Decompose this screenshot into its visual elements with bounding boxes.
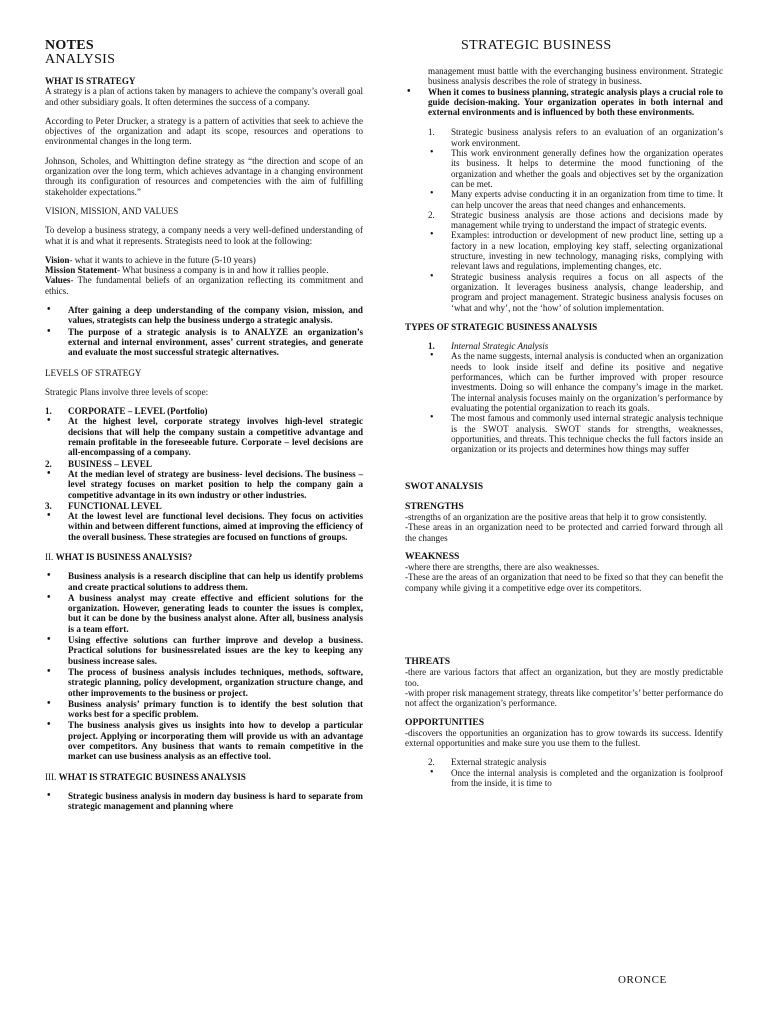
mission-line: [45, 265, 363, 275]
level-title-text: CORPORATE – LEVEL (Portfolio): [68, 406, 208, 417]
threats-heading: THREATS: [405, 656, 451, 668]
list-item: • At the highest level, corporate strategy involves high-level strategic decisions that will help the company sustain a competitive advantage and remain profitable in the foreseeable future. Corporate – level decisions are all-encompassing of a company.: [45, 416, 363, 457]
list-item: • Using effective solutions can further improve and develop a business. Practical solutions for businessrelated issues are the key to keeping any business increase sales.: [45, 635, 363, 666]
planning-bullet: [405, 87, 723, 118]
vision-line: [45, 255, 363, 265]
business-analysis-heading: [45, 552, 363, 562]
threats-text-1: -there are various factors that affect an organization, but they are mostly predictable too.: [405, 667, 723, 688]
corporate-level-title: [45, 406, 363, 416]
list-item-text: As the name suggests, internal analysis is conducted when an organization needs to look inside itself and define its positive and negative performances, which can be further improved with proper resource investments. Doing so will enhance the company’s image in the market. The internal analysis focuses mainly on the organization’s performance by evaluating the potential organization to reach its goals.: [451, 351, 723, 413]
threats-text-2: -with proper risk management strategy, threats like competitor’s’ better performance do not affect the organization’s performance.: [405, 687, 723, 709]
internal-analysis-title: [428, 341, 723, 351]
section-prefix: III.: [45, 771, 59, 782]
functional-level-bullets: [45, 511, 363, 542]
list-item: • Many experts advise conducting it in an organization from time to time. It can help uncover the areas that need changes and enhancements.: [430, 188, 723, 210]
corporate-level-bullets: [45, 416, 363, 457]
list-item: • A business analyst may create effective and efficient solutions for the organization. However, generating leads to counter the issues is complex, but it can be done by the business analyst alone. After all, business analysis is a team effort.: [45, 593, 363, 634]
weakness-heading: WEAKNESS: [405, 550, 460, 562]
weakness-text-2: -These are the areas of an organization that need to be fixed so that they can benefit the company while giving it a competitive edge over its competitors.: [405, 572, 723, 593]
opportunities-heading: OPPORTUNITIES: [405, 716, 485, 728]
document-title: STRATEGIC BUSINESS: [461, 38, 612, 53]
list-item: • The business analysis gives us insights into how to develop a particular project. Applying or incorporating them will provide us with an advantage over competitors. Any business that wants to remain competitive in the market can use business analysis as an effective tool.: [45, 720, 363, 761]
list-item: • Strategic business analysis in modern day business is hard to separate from strategic management and planning where: [45, 791, 363, 812]
internal-analysis-block: [405, 341, 723, 454]
list-item: • Examples: introduction or development of new product line, setting up a factory in a new location, employing key staff, selecting organizational structure, investing in new technology, managing risks, complying with relevant laws and regulations, implementing changes, etc.: [430, 229, 723, 272]
opportunities-text: -discovers the opportunities an organization has to grow towards its success. Identify external opportunities and make sure you use them to the fullest.: [405, 727, 723, 749]
section-prefix: II.: [45, 551, 56, 562]
list-item: • The most famous and commonly used internal strategic analysis technique is the SWOT analysis. SWOT stands for strengths, weaknesses, opportunities, and threats. This technique checks the full factors inside an organization or its projects and determines how things may suffer: [430, 412, 723, 455]
values-line: [45, 275, 363, 296]
strengths-text-1: -strengths of an organization are the positive areas that help it to grow consistently.: [405, 511, 707, 522]
author-name: ORONCE: [618, 974, 667, 986]
external-analysis-block: [405, 757, 723, 788]
list-number: 1.: [45, 406, 52, 417]
list-item: • The process of business analysis includes techniques, methods, software, strategic planning, policy development, organization structure change, and other improvements to the business or project.: [45, 667, 363, 698]
list-item: • Once the internal analysis is completed and the organization is foolproof from the inside, it is time to: [430, 766, 723, 789]
values-text: - The fundamental beliefs of an organization reflecting its commitment and ethics.: [45, 275, 363, 296]
strategy-paragraph-3: Johnson, Scholes, and Whittington define strategy as “the direction and scope of an organization over the long term, which achieves advantage in a changing environment through its configuration of resources and competencies with the aim of fulfilling stakeholder expectations.”: [45, 155, 363, 197]
list-item: • At the lowest level are functional level decisions. They focus on activities within and between different functions, aimed at improving the efficiency of the overall business. These strategies are focused on functions of groups.: [45, 511, 363, 542]
right-column: [405, 66, 723, 788]
strategic-ba-heading: [45, 772, 363, 782]
vmv-bullets: [45, 305, 363, 357]
vmv-intro: To develop a business strategy, a company needs a very well-defined understanding of what it is and what it represents. Strategists need to look at the following:: [45, 225, 363, 246]
strategy-paragraph-1: A strategy is a plan of actions taken by managers to achieve the company’s overall goal and other subsidiary goals. It often determines the success of a company.: [45, 86, 363, 107]
vision-label: Vision: [45, 254, 70, 265]
list-number: 1.: [428, 341, 435, 352]
functional-level-title: [45, 501, 363, 511]
list-item-text: Many experts advise conducting it in an organization from time to time. It can help uncover the areas that need changes and enhancements.: [451, 189, 723, 210]
list-item-text: Strategic business analysis requires a focus on all aspects of the organization. It leverages business analysis, change leadership, and program and project management. Strategic business analysis focuses on ‘what and why’, not the ‘how’ of solution implementation.: [451, 271, 723, 313]
list-number: 2.: [45, 458, 52, 469]
levels-heading: LEVELS OF STRATEGY: [45, 367, 142, 378]
business-analysis-bullets: [45, 571, 363, 761]
strategy-paragraph-2: According to Peter Drucker, a strategy is a pattern of activities that seek to achieve the objectives of the organization and adapt its scope, resources and operations to environmental changes in the long term.: [45, 115, 363, 147]
list-item: • After gaining a deep understanding of the company vision, mission, and values, strategists can help the business undergo a strategic analysis.: [45, 305, 363, 326]
numbered-item-text: Strategic business analysis are those actions and decisions made by management while trying to understand the impact of strategic events.: [451, 209, 723, 231]
strategic-ba-bullets: [45, 791, 363, 812]
business-level-bullets: [45, 469, 363, 500]
mission-label: Mission Statement: [45, 265, 117, 276]
vmv-heading: VISION, MISSION, AND VALUES: [45, 205, 179, 216]
list-item: • Business analysis is a research discipline that can help us identify problems and create practical solutions to address them.: [45, 571, 363, 592]
list-number: 2.: [428, 209, 435, 220]
business-level-title: [45, 459, 363, 469]
numbered-item: [428, 210, 723, 231]
list-item: • Business analysis’ primary function is to identify the best solution that works best for a specific problem.: [45, 699, 363, 720]
internal-title-text: Internal Strategic Analysis: [451, 341, 549, 352]
external-title-text: External strategic analysis: [451, 757, 547, 768]
strengths-heading: STRENGTHS: [405, 500, 464, 512]
continued-paragraph: management must battle with the everchanging business environment. Strategic business analysis describes the role of strategy in business.: [428, 66, 723, 87]
left-column: [45, 76, 363, 813]
strengths-text-2: -These areas in an organization need to be protected and carried forward through all the changes: [405, 522, 723, 543]
section-title: WHAT IS BUSINESS ANALYSIS?: [55, 551, 193, 562]
numbered-item: [428, 127, 723, 148]
vision-text: - what it wants to achieve in the future (5-10 years): [69, 254, 256, 265]
list-item: • This work environment generally defines how the organization operates its business. It helps to determine the mood functioning of the organization and whether the goals and objectives set by the organization can be met.: [430, 147, 723, 189]
weakness-text-1: -where there are strengths, there are also weaknesses.: [405, 562, 600, 573]
what-is-strategy-heading: WHAT IS STRATEGY: [45, 76, 136, 86]
analysis-heading: ANALYSIS: [45, 52, 116, 67]
external-analysis-title: [428, 757, 723, 767]
section-title: WHAT IS STRATEGIC BUSINESS ANALYSIS: [58, 771, 246, 782]
values-label: Values: [45, 275, 71, 286]
list-item-text: This work environment generally defines how the organization operates its business. It helps to determine the mood functioning of the organization and whether the goals and objectives set by the organization can be met.: [451, 148, 723, 189]
list-item-text: Once the internal analysis is completed and the organization is foolproof from the inside, it is time to: [451, 767, 723, 789]
levels-intro: Strategic Plans involve three levels of scope:: [45, 386, 209, 397]
list-item: • Strategic business analysis requires a focus on all aspects of the organization. It leverages business analysis, change leadership, and program and project management. Strategic business analysis focuses on ‘what and why’, not the ‘how’ of solution implementation.: [430, 270, 723, 313]
level-title-text: FUNCTIONAL LEVEL: [68, 500, 162, 511]
list-number: 1.: [428, 127, 435, 138]
list-item-text: Examples: introduction or development of new product line, setting up a factory in a new location, employing key staff, selecting organizational structure, investing in new technology, managing risks, complying with relevant laws and regulations, implementing changes, etc.: [451, 230, 723, 272]
list-item: • The purpose of a strategic analysis is to ANALYZE an organization’s external and internal environment, asses’ current strategies, and generate and evaluate the most successful strategic alternatives.: [45, 327, 363, 358]
swot-heading: SWOT ANALYSIS: [405, 481, 484, 493]
list-item-text: The most famous and commonly used internal strategic analysis technique is the SWOT analysis. SWOT stands for strengths, weaknesses, opportunities, and threats. This technique checks the full factors inside an organization or its projects and determines how things may suffer: [451, 413, 723, 455]
list-item: • At the median level of strategy are business- level decisions. The business – level strategy focuses on market position to help the company gain a competitive advantage in its own industry or other industries.: [45, 469, 363, 500]
list-item: • When it comes to business planning, strategic analysis plays a crucial role to guide decision-making. Your organization operates in both internal and external environments and is influenced by both these environments.: [405, 87, 723, 118]
list-item: • As the name suggests, internal analysis is conducted when an organization needs to look inside itself and define its positive and negative performances, which can be further improved with proper resource investments. Doing so will enhance the company’s image in the market. The internal analysis focuses mainly on the organization’s performance by evaluating the potential organization to reach its goals.: [430, 350, 723, 413]
notes-heading: NOTES: [45, 38, 94, 53]
strategic-ba-list: [405, 127, 723, 312]
list-number: 2.: [428, 757, 435, 768]
level-title-text: BUSINESS – LEVEL: [68, 458, 152, 469]
list-number: 3.: [45, 500, 52, 511]
numbered-item-text: Strategic business analysis refers to an evaluation of an organization’s work environment.: [451, 127, 723, 148]
mission-text: - What business a company is in and how it rallies people.: [117, 265, 329, 276]
types-heading: TYPES OF STRATEGIC BUSINESS ANALYSIS: [405, 321, 598, 332]
